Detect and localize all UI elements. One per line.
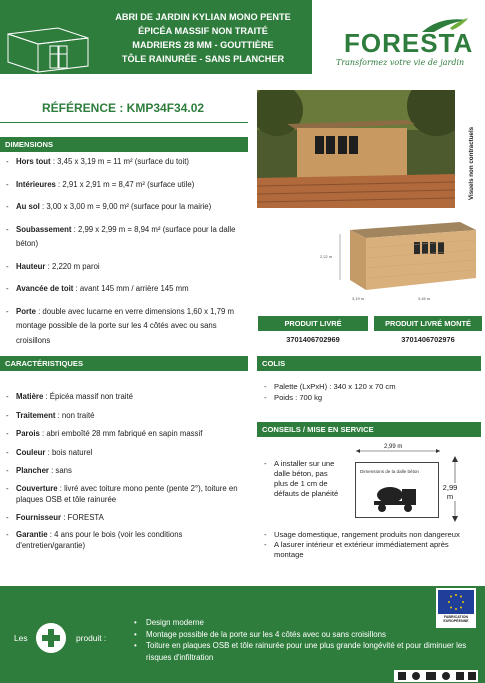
product-title xyxy=(98,10,308,66)
advantages-list xyxy=(134,617,474,663)
recycling-logos-icon xyxy=(394,670,478,682)
list-item: - Intérieures : 2,91 x 2,91 m = 8,47 m² (surface utile) xyxy=(4,178,246,193)
depth-label: 3,19 m xyxy=(352,296,365,301)
list-item: • Montage possible de la porte sur les 4 côtés avec ou sans croisillons xyxy=(134,629,474,641)
produit-monte-heading: PRODUIT LIVRÉ MONTÉ xyxy=(374,316,482,331)
concrete-mixer-icon xyxy=(372,483,420,513)
ean-code: 3701406702969 xyxy=(286,335,340,344)
product-reference: RÉFÉRENCE : KMP34F34.02 xyxy=(42,101,205,115)
eu-flag-icon xyxy=(438,590,474,614)
list-item: - Fournisseur : FORESTA xyxy=(4,511,246,526)
shed-dimension-drawing xyxy=(310,218,480,308)
list-item: - Couverture : livré avec toiture mono pente (pente 2°), toiture en plaques OSB et tôle rainurée xyxy=(4,483,246,505)
plus-icon xyxy=(36,623,66,653)
divider xyxy=(0,122,248,123)
height-label: 2,22 m xyxy=(320,254,333,259)
colis-list xyxy=(262,381,396,403)
footer-les: Les xyxy=(14,633,28,643)
shed-outline-icon xyxy=(6,26,90,74)
conseils-list xyxy=(262,530,476,560)
list-item: - Poids : 700 kg xyxy=(262,392,396,403)
caracteristiques-heading: CARACTÉRISTIQUES xyxy=(0,356,248,371)
eu-label: FABRICATION EUROPÉENNE xyxy=(443,615,469,624)
colis-heading: COLIS xyxy=(257,356,481,371)
footer-produit: produit : xyxy=(76,633,107,643)
title-line: ÉPICÉA MASSIF NON TRAITÉ xyxy=(138,26,268,36)
list-item: - A lasurer intérieur et extérieur immédiatement après montage xyxy=(262,540,476,560)
list-item: - Garantie : 4 ans pour le bois (voir les conditions d'entretien/garantie) xyxy=(4,529,246,551)
list-item: - Couleur : bois naturel xyxy=(4,446,246,461)
list-item: - Au sol : 3,00 x 3,00 m = 9,00 m² (surface pour la mairie) xyxy=(4,200,246,215)
list-item: - Usage domestique, rangement produits non dangereux xyxy=(262,530,476,540)
product-photo xyxy=(257,90,455,208)
brand-logo: FORESTA xyxy=(344,28,474,58)
list-item: - Porte : double avec lucarne en verre dimensions 1,60 x 1,79 m montage possible de la porte sur les 4 côtés avec ou sans croisillons xyxy=(4,305,246,349)
slab-width-label: 2,99 m xyxy=(384,444,403,450)
list-item: • Design moderne xyxy=(134,617,474,629)
list-item: - Plancher : sans xyxy=(4,464,246,479)
disclaimer-text: Visuels non contractuels xyxy=(468,126,475,200)
dimensions-list xyxy=(4,155,246,348)
title-line: TÔLE RAINURÉE - SANS PLANCHER xyxy=(121,54,285,64)
list-item: - Soubassement : 2,99 x 2,99 m = 8,94 m² (surface pour la dalle béton) xyxy=(4,223,246,252)
title-line: MADRIERS 28 MM - GOUTTIÈRE xyxy=(132,40,274,50)
list-item: - Traitement : non traité xyxy=(4,409,246,424)
slab-depth-label: 2,99 m xyxy=(440,483,460,501)
list-item: • Toiture en plaques OSB et tôle rainurée pour une plus grande longévité et pour diminuer les risques d'infiltration xyxy=(134,640,474,663)
slab-caption: Dimensions de la dalle béton xyxy=(360,469,419,474)
list-item: - Avancée de toit : avant 145 mm / arrière 145 mm xyxy=(4,282,246,297)
list-item: - Parois : abri emboîté 28 mm fabriqué en sapin massif xyxy=(4,427,246,442)
list-item: - Palette (LxPxH) : 340 x 120 x 70 cm xyxy=(262,381,396,392)
width-label: 3,45 m xyxy=(418,296,431,301)
ean-code: 3701406702976 xyxy=(401,335,455,344)
caracteristiques-list xyxy=(4,390,246,551)
conseils-heading: CONSEILS / MISE EN SERVICE xyxy=(257,422,481,437)
visuals-disclaimer xyxy=(462,100,474,210)
conseils-first-item xyxy=(262,459,342,499)
list-item: - A installer sur une dalle béton, pas plus de 1 cm de défauts de planéité xyxy=(262,459,342,499)
brand-tagline: Transformez votre vie de jardin xyxy=(336,58,465,67)
concrete-slab-box xyxy=(355,462,439,518)
dimensions-heading: DIMENSIONS xyxy=(0,137,248,152)
list-item: - Matière : Épicéa massif non traité xyxy=(4,390,246,405)
eu-badge xyxy=(436,588,476,628)
produit-livre-heading: PRODUIT LIVRÉ xyxy=(258,316,368,331)
title-line: ABRI DE JARDIN KYLIAN MONO PENTE xyxy=(115,12,291,22)
list-item: - Hors tout : 3,45 x 3,19 m = 11 m² (surface du toit) xyxy=(4,155,246,170)
list-item: - Hauteur : 2,220 m paroi xyxy=(4,260,246,275)
